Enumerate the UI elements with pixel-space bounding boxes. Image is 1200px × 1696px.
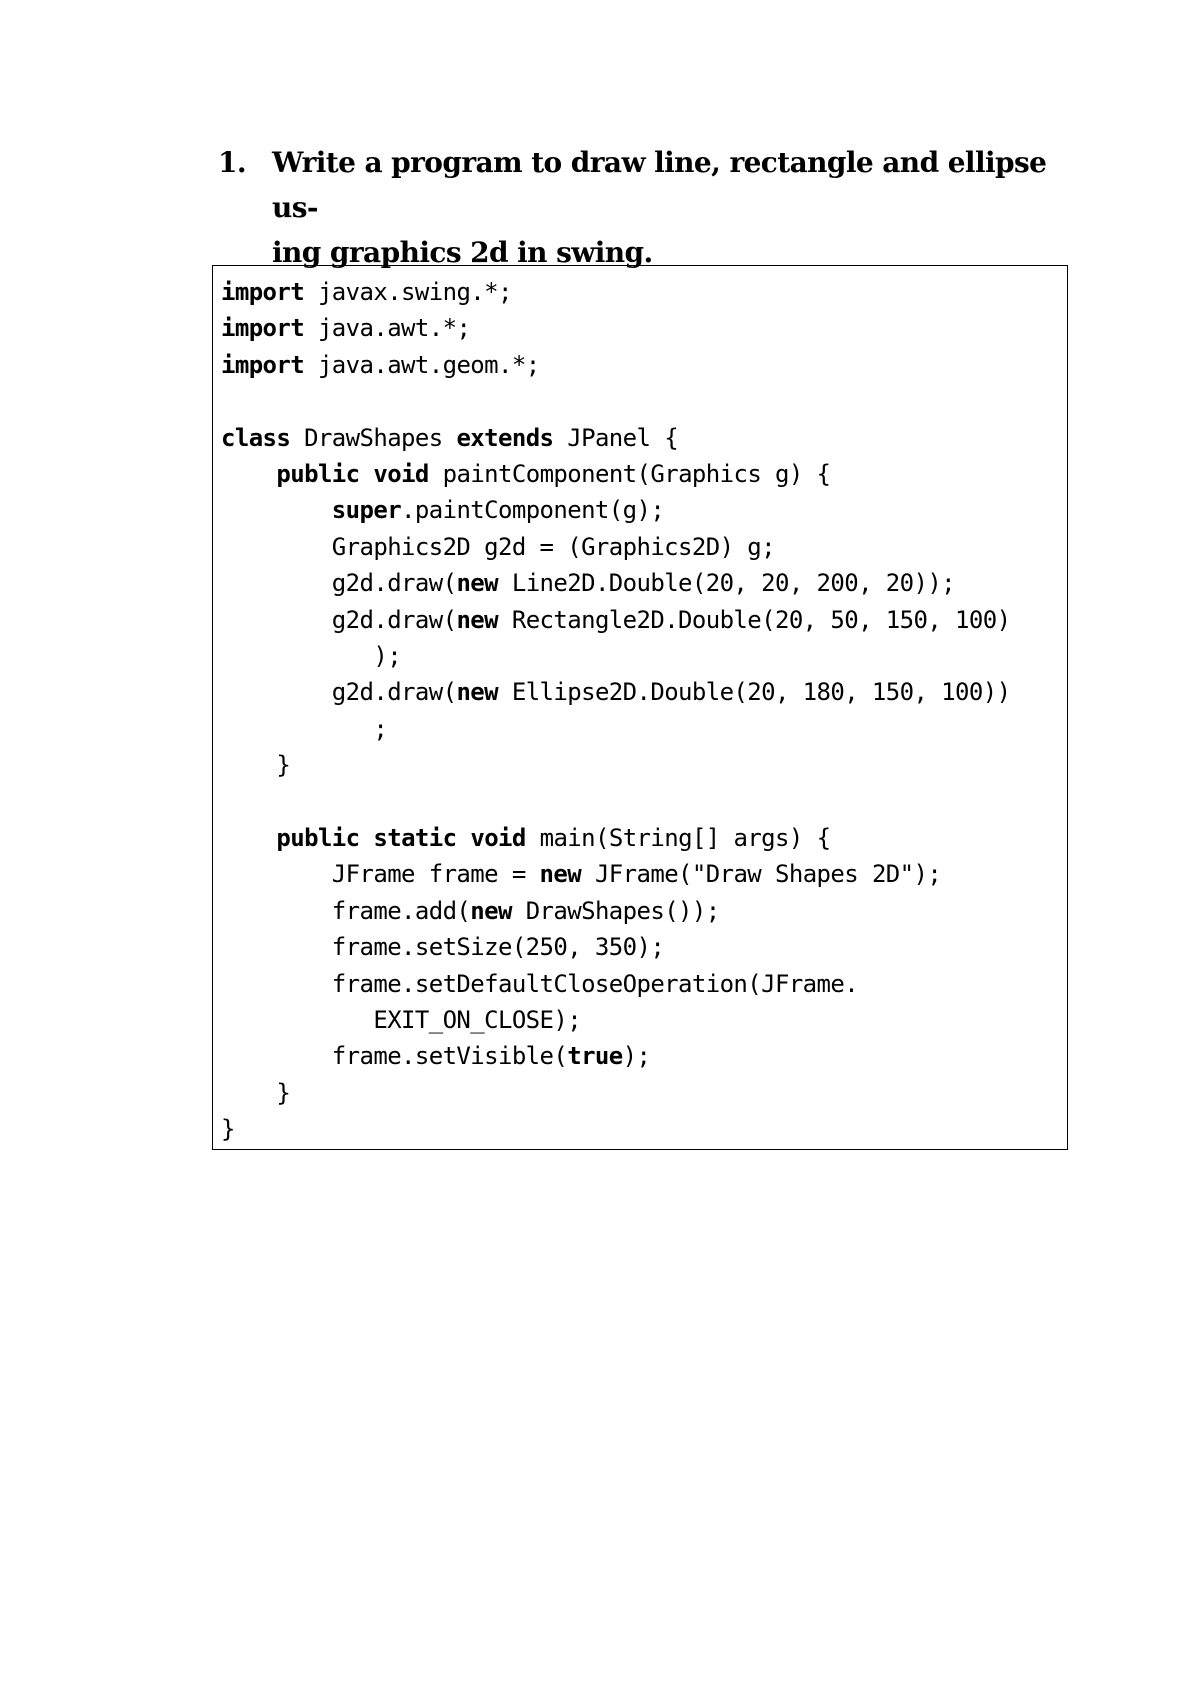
question-text [272,140,1072,275]
code-keyword: void [373,460,429,488]
code-line [221,456,830,492]
question-number: 1. [218,146,247,179]
code-line [221,1111,235,1147]
code-text: frame.setDefaultCloseOperation(JFrame. [221,969,859,998]
code-text: frame.add( [221,896,471,925]
code-line [221,747,290,783]
code-text: JFrame("Draw Shapes 2D"); [581,860,942,889]
code-keyword: new [539,860,582,889]
code-text: frame.setVisible( [221,1042,568,1071]
code-text: DrawShapes()); [511,896,720,925]
code-text [221,824,276,852]
code-keyword: class [221,423,291,452]
code-keyword: new [470,896,512,925]
code-text: ; [221,714,388,743]
code-text: DrawShapes [290,423,457,452]
code-text: g2d.draw( [221,605,457,634]
code-line [221,929,664,965]
code-keyword: import [221,314,305,343]
code-line [221,420,678,456]
code-line [221,638,401,674]
code-text: ); [622,1042,651,1071]
question-text-line: Write a program to draw line, rectangle and ellipse us- [272,146,1047,224]
code-line [221,674,1010,710]
code-line [221,1075,290,1111]
code-line [221,602,1010,638]
code-keyword: void [470,824,526,852]
code-text: Graphics2D g2d = (Graphics2D) g; [221,532,775,561]
code-text [360,460,374,488]
code-line [221,347,540,383]
code-line [221,529,775,565]
code-text: main(String[] args) { [525,824,831,852]
code-text [456,824,470,852]
code-text: Line2D.Double(20, 20, 200, 20)); [498,569,956,598]
code-keyword: extends [456,423,554,452]
code-text: java.awt.*; [304,314,471,343]
question-text-line: ing graphics 2d in swing. [272,236,653,269]
code-line [221,310,470,346]
code-keyword: new [456,605,498,634]
code-text: g2d.draw( [221,569,457,598]
code-keyword: new [456,569,498,598]
code-text: } [221,1115,235,1144]
code-text: ); [221,642,402,670]
code-text: JPanel { [553,423,679,452]
code-keyword: public [276,460,360,488]
code-block [212,265,1068,1150]
code-keyword: import [221,350,305,379]
code-keyword: super [331,496,402,525]
code-line [221,274,512,310]
code-text: paintComponent(Graphics g) { [428,460,831,488]
code-text: } [221,1078,291,1107]
code-text: Ellipse2D.Double(20, 180, 150, 100)) [498,678,1011,707]
code-text: Rectangle2D.Double(20, 50, 150, 100) [498,605,1011,634]
code-text: g2d.draw( [221,678,457,707]
code-text: JFrame frame = [221,860,540,889]
code-line [221,966,858,1002]
code-line [221,1038,650,1074]
code-line [221,820,830,856]
code-text: EXIT_ON_CLOSE); [221,1006,582,1034]
code-text: java.awt.geom.*; [304,350,540,379]
code-line [221,565,955,601]
code-text: } [221,751,291,780]
code-line [221,856,941,892]
code-line [221,893,720,929]
code-text [221,460,276,488]
code-text [221,496,332,524]
code-keyword: import [221,278,305,306]
code-line [221,492,664,528]
code-line [221,711,387,747]
code-keyword: new [456,678,498,707]
code-line [221,1002,581,1038]
code-keyword: static [373,824,457,852]
code-text: javax.swing.*; [304,278,512,306]
code-keyword: public [276,824,360,852]
code-text: .paintComponent(g); [401,496,665,525]
code-keyword: true [567,1042,623,1071]
code-text: frame.setSize(250, 350); [221,933,665,962]
code-text [360,824,374,852]
